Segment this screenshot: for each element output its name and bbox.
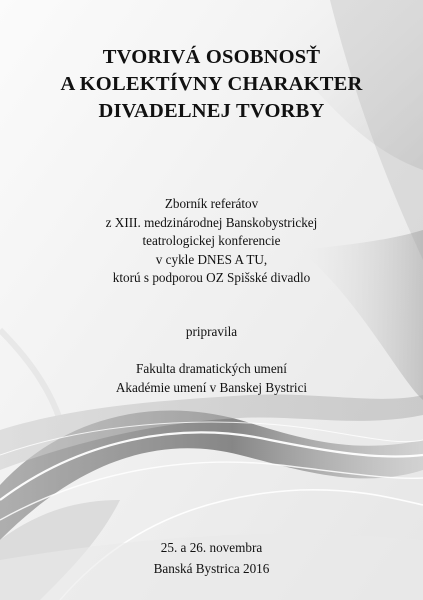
- publisher-line-2: Akadémie umení v Banskej Bystrici: [115, 379, 308, 395]
- place-and-year: Banská Bystrica 2016: [153, 561, 270, 576]
- event-date-place: [0, 537, 423, 579]
- book-title: [0, 44, 423, 125]
- title-line-1: TVORIVÁ OSOBNOSŤ: [102, 46, 321, 68]
- intro-line-1: Zborník referátov: [164, 196, 259, 211]
- prepared-by-label: pripravila: [185, 324, 238, 339]
- publisher-line-1: Fakulta dramatických umení: [136, 361, 287, 376]
- intro-line-4: v cykle DNES A TU,: [155, 251, 268, 267]
- intro-line-5: ktorú s podporou OZ Spišské divadlo: [112, 270, 311, 285]
- intro-line-2: z XIII. medzinárodnej Banskobystrickej: [105, 214, 318, 230]
- event-dates: 25. a 26. novembra: [160, 540, 263, 555]
- title-line-2: A KOLEKTÍVNY CHARAKTER: [60, 73, 363, 95]
- publisher: [0, 360, 423, 397]
- title-line-3: DIVADELNEJ TVORBY: [98, 100, 325, 122]
- intro-line-3: teatrologickej konferencie: [142, 233, 281, 248]
- proceedings-description: [0, 195, 423, 288]
